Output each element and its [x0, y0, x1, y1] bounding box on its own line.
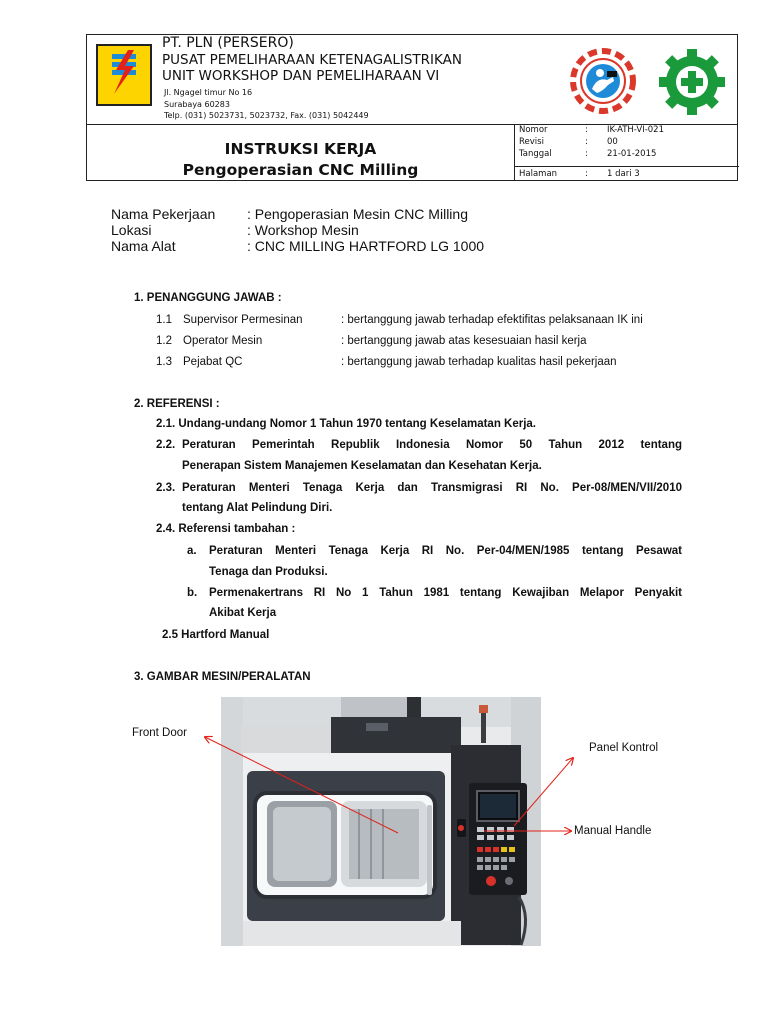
- info-value: : Workshop Mesin: [247, 222, 359, 238]
- arrow-front-door: [205, 737, 398, 833]
- document-title: INSTRUKSI KERJA: [224, 140, 377, 158]
- org-name: PT. PLN (PERSERO): [162, 35, 294, 51]
- reference-sub-num: b.: [187, 587, 198, 599]
- responsibility-role: Supervisor Permesinan: [183, 314, 303, 326]
- reference-sub-num: a.: [187, 545, 197, 557]
- meta-value: 00: [607, 137, 618, 147]
- meta-sep: :: [585, 169, 588, 179]
- info-value: : Pengoperasian Mesin CNC Milling: [247, 206, 468, 222]
- info-value: : CNC MILLING HARTFORD LG 1000: [247, 238, 485, 254]
- meta-key: Nomor: [519, 125, 548, 135]
- info-label: Lokasi: [111, 222, 152, 238]
- meta-key: Halaman: [519, 169, 558, 179]
- responsibility-desc: : bertanggung jawab atas kesesuaian hasil kerja: [341, 335, 587, 347]
- address-city: Surabaya 60283: [164, 100, 230, 109]
- callout-manual-handle: Manual Handle: [574, 825, 652, 837]
- section-heading-responsibility: 1. PENANGGUNG JAWAB :: [134, 292, 282, 304]
- meta-sep: :: [585, 125, 588, 135]
- responsibility-num: 1.1: [156, 314, 172, 326]
- meta-value: 1 dari 3: [607, 169, 640, 179]
- meta-sep: :: [585, 149, 588, 159]
- responsibility-desc: : bertanggung jawab terhadap efektifitas pelaksanaan IK ini: [341, 314, 643, 326]
- reference-num: 2.3.: [156, 482, 176, 494]
- callout-panel-kontrol: Panel Kontrol: [589, 742, 659, 754]
- meta-value: IK-ATH-VI-021: [607, 125, 664, 135]
- reference-sub-item: Peraturan Menteri Tenaga Kerja RI No. Per-04/MEN/1985 tentang Pesawat: [209, 545, 682, 557]
- info-label: Nama Alat: [111, 238, 176, 254]
- meta-sep: :: [585, 137, 588, 147]
- info-label: Nama Pekerjaan: [111, 206, 216, 222]
- responsibility-num: 1.2: [156, 335, 172, 347]
- meta-key: Revisi: [519, 137, 544, 147]
- responsibility-role: Operator Mesin: [183, 335, 263, 347]
- reference-item-cont: tentang Alat Pelindung Diri.: [182, 502, 333, 514]
- reference-item: Peraturan Menteri Tenaga Kerja dan Transmigrasi RI No. Per-08/MEN/VII/2010: [182, 482, 682, 494]
- callout-front-door: Front Door: [132, 727, 187, 739]
- address-phone: Telp. (031) 5023731, 5023732, Fax. (031) 5042449: [164, 111, 369, 120]
- reference-item: Peraturan Pemerintah Republik Indonesia Nomor 50 Tahun 2012 tentang: [182, 439, 682, 451]
- responsibility-num: 1.3: [156, 356, 172, 368]
- reference-sub-item-cont: Akibat Kerja: [209, 607, 277, 619]
- reference-item: 2.4. Referensi tambahan :: [156, 523, 296, 535]
- meta-key: Tanggal: [519, 149, 552, 159]
- reference-item: 2.5 Hartford Manual: [162, 629, 270, 641]
- arrow-panel-kontrol: [514, 758, 573, 826]
- org-division: PUSAT PEMELIHARAAN KETENAGALISTRIKAN: [162, 52, 462, 68]
- reference-sub-item: Permenakertrans RI No 1 Tahun 1981 tentang Kewajiban Melapor Penyakit: [209, 587, 682, 599]
- org-unit: UNIT WORKSHOP DAN PEMELIHARAAN VI: [162, 68, 440, 84]
- address-street: Jl. Ngagel timur No 16: [164, 88, 253, 97]
- reference-item: 2.1. Undang-undang Nomor 1 Tahun 1970 tentang Keselamatan Kerja.: [156, 418, 537, 430]
- reference-sub-item-cont: Tenaga dan Produksi.: [209, 566, 328, 578]
- section-heading-machine-image: 3. GAMBAR MESIN/PERALATAN: [134, 671, 311, 683]
- reference-item-cont: Penerapan Sistem Manajemen Keselamatan dan Kesehatan Kerja.: [182, 460, 542, 472]
- responsibility-role: Pejabat QC: [183, 356, 243, 368]
- section-heading-reference: 2. REFERENSI :: [134, 398, 220, 410]
- reference-num: 2.2.: [156, 439, 176, 451]
- document-subtitle: Pengoperasian CNC Milling: [182, 161, 419, 179]
- responsibility-desc: : bertanggung jawab terhadap kualitas hasil pekerjaan: [341, 356, 617, 368]
- meta-value: 21-01-2015: [607, 149, 657, 159]
